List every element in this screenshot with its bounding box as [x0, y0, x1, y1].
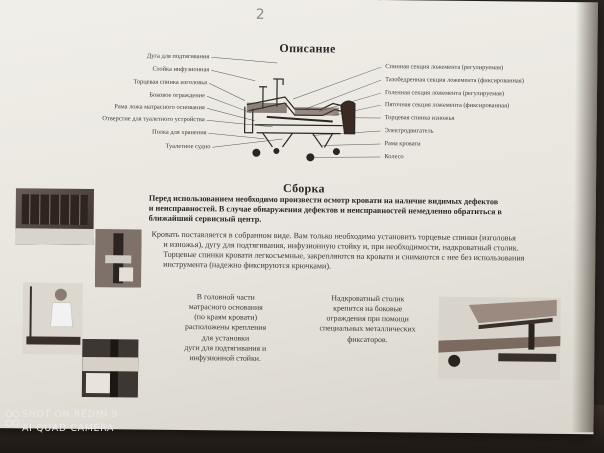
caption-line: ограждения при помощи [326, 313, 409, 324]
caption-line: расположены крепления [184, 322, 267, 333]
warning-line: и неисправностей. В случае обнаружения дефектов и неисправностей немедленно обратиться в [148, 203, 502, 217]
label-back-section: Спинная секция ложемента (регулируемая) [385, 63, 504, 72]
label-toilet-hole: Отверстие для туалетного устройства [102, 115, 205, 124]
assembly-warning [149, 194, 569, 229]
caption-line: Надкроватный столик [331, 293, 405, 304]
watermark-line2: AI QUAD CAMERA [22, 422, 115, 434]
caption-line: дуги для подтягивания и [184, 342, 267, 353]
caption-line: крепится на боковые [333, 303, 403, 314]
photo-attachment-detail [82, 339, 139, 398]
label-bed-frame: Рама кровати [384, 140, 421, 148]
description-title: Описание [279, 40, 336, 56]
warning-line: ближайший сервисный центр. [148, 213, 262, 225]
assembly-body-line: инструмента (надежно фиксируются крючками). [163, 259, 332, 271]
left-caption [160, 292, 291, 364]
label-mattress-frame: Рама ложа матрасного основания [114, 103, 205, 112]
assembly-title: Сборка [282, 181, 325, 196]
bed-illustration [232, 77, 363, 168]
caption-line: для установки [201, 332, 250, 343]
watermark-line1: SHOT ON REDMI 9 [22, 409, 119, 420]
camera-lens-icon [4, 409, 20, 431]
label-shin-section: Голенная секция ложемента (регулируемая) [384, 89, 505, 98]
photo-bracket [95, 229, 142, 287]
page-edge-shadow [571, 2, 598, 432]
caption-line: инфузионной стойки. [189, 352, 261, 363]
label-bedpan: Туалетное судно [165, 142, 211, 151]
caption-line: матрасного основания [188, 302, 263, 312]
label-side-rail: Боковое ограждение [149, 91, 206, 100]
caption-line: (по краям кровати) [194, 312, 258, 323]
page-number: 2 [255, 6, 265, 23]
photo-assembly-person [22, 282, 83, 355]
caption-line: фиксаторов. [347, 334, 388, 344]
camera-watermark [22, 408, 118, 436]
label-wheel: Колесо [384, 153, 404, 161]
assembly-body-line: и изножья), дугу для подтягивания, инфузионную стойку и, при необходимости, надкроватный столик. [163, 239, 519, 253]
photo-headboard [15, 188, 94, 245]
right-caption [306, 293, 429, 345]
photo-overbed-table [438, 297, 561, 380]
label-hip-section: Тазобедренная секция ложемента (фиксированная) [385, 76, 524, 85]
label-pull-bar: Дуга для подтягивания [146, 52, 210, 61]
label-storage-shelf: Полка для хранения [151, 128, 207, 137]
label-head-board: Торцевая спинка изголовья [133, 78, 208, 87]
assembly-body-line: Торцевые спинки кровати легкосъемные, закрепляются на кровати и снимаются с нее без использования [163, 249, 525, 263]
caption-line: В головной части [196, 292, 255, 302]
label-heel-section: Пяточная секция ложемента (фиксированная) [384, 101, 510, 110]
label-motor: Электродвигатель [384, 127, 434, 135]
label-foot-board: Торцевая спинка изножья [384, 114, 455, 122]
caption-line: специальных металлических [319, 323, 416, 334]
warning-line: Перед использованием необходимо произвести осмотр кровати на наличие видимых дефектов [148, 193, 499, 207]
assembly-body-line: Кровать поставляется в собранном виде. Вам только необходимо установить торцевые спинки (изголовья [151, 229, 516, 243]
label-infusion-stand: Стойка инфузионная [152, 65, 210, 74]
